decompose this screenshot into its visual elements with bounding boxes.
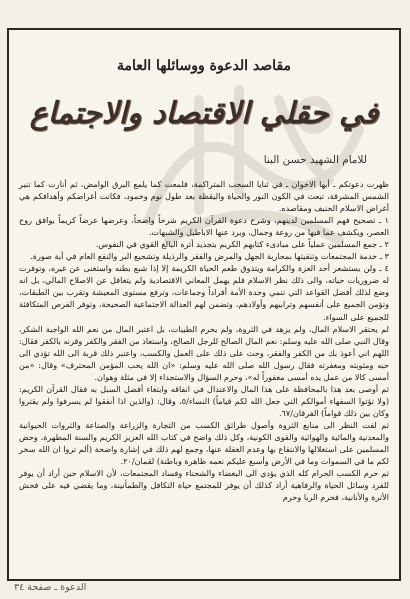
article-headline: في حقلي الاقتصاد والاجتماع [29,96,379,131]
article-body [19,178,389,545]
paragraph: لم يحتقر الاسلام المال، ولم يزهد في الثروة، ولم يحرم الطيبات، بل اعتبر المال من نعم الله الواجبة الشكر، وقال النبي صلى الله عليه وسلم: نعم المال الصالح للرجل الصالح، واستعاذ من الفقر والكفر وقرنه بالكفر فقال: اللهم اني أعوذ بك من الكفر والفقر، وحث على ذلك على العمل والكسب، واعتبر ذلك قربة الى الله تؤدي الى حبه ومثوبته ومغفرته فقال رسول الله صلى الله عليه وسلم: «ان الله يحب المؤمن المحترف» وقال: «من أمسى كالا من عمل يده أمسى مغفوراً له»، وحرم السؤال والاستجداء إلا في مثلة وهوان. [19,323,389,382]
paragraph: ٣ ـ خدمة المجتمعات وتنقيتها بمحاربة الجهل والمرض والفقر والرذيلة وتشجيع البر والنفع العام في أية صورة. [30,251,389,262]
author-byline: للامام الشهيد حسن البنا [263,154,367,166]
paragraph: ١ ـ تصحيح فهم المسلمين لدينهم، وشرح دعوة القرآن الكريم شرحاً واضحاً، وعرضها عرضاً كريماً يوافق روح العصر، ويكشف عما فيها من روعة وجمال، ويرد عنها الاباطيل والشبهات. [19,215,389,238]
paragraph: ثم لفت النظر الى منابع الثروة وأصول طرائق الكسب من التجارة والزراعة والصناعة والثروات الحيوانية والمعدنية والمائية والهوائية والقوى الكونية، وكل ذلك واضح في كتاب الله العزيز الكريم والسنة المطهرة، وحض المسلمين على استغلالها والانتفاع بها وعدم الغفلة عنها، وجمع لهم ذلك في إشارة واضحة (ألم تروا ان الله سخر لكم ما في السموات وما في الأرض وأسبغ عليكم نعمه ظاهرة وباطنة) لقمان/٢٠. [19,419,389,467]
page-footer: الدعوة ـ صفحة ٣٤ [14,582,87,593]
section-header: مقاصد الدعوة ووسائلها العامة [116,58,292,74]
paragraph: ثم حرم الكسب الحرام كله الذي يؤدي الى البغضاء والشحناء وفساد المجتمعات، لأن الاسلام حين أراد أن يوفر للفرد وسائل الحياة والرفاهية أراد كذلك أن يوفر للمجتمع حياة التكافل والطمأنينة، وما يقضي فيه على فحش الأثرة والأنانية، فحرم الربا وحرم [19,468,389,503]
article-frame [7,28,401,581]
paragraph: ٢ ـ جمع المسلمين عملياً على مبادىء كتابهم الكريم بتجديد أثره البالغ القوي في النفوس. [95,239,389,250]
paragraph: ثم أوصى بعد هذا بالمحافظة على هذا المال والاعتدال في انفاقه وابتغاء أفضل السبل به فقال القرآن الكريم: (ولا تؤتوا السفهاء أموالكم التي جعل الله لكم قياماً) النساء/٥، وقال: (والذين اذا أنفقوا لم يسرفوا ولم يقتروا وكان بين ذلك قواماً) الفرقان/٦٧. [19,383,389,418]
paragraph: ظهرت دعوتكم ـ أيها الاخوان ـ في ثنايا السحب المتراكمة، فلمعت كما يلمع البرق الوامض، ثم أنارت كما تنير الشمس المشرقة، تبعث في الكون النور والحياة واليقظة بعد طول نوم وخمود، فكانت أغراضكم وأهدافكم هي أغراض الاسلام الحنيف ومقاصده. [19,179,389,214]
paragraph: ٤ ـ ولن يستشعر أحد العزة والكرامة ويتذوق طعم الحياة الكريمة إلا إذا شبع بطنه واستغنى عن غيره، وتوفرت له ضروريات حياته، والى ذلك نظر الاسلام فلم يهمل المعاني الاقتصادية ولم يتغافل عن الاصلاح المالي، بل انه وضع لذلك أفضل القواعد التي تنمي وحدة الأمة أفراداً وجماعات، وترفع مستوى المعيشة وتقرب بين الطبقات، وتؤمن الجميع على أنفسهم وترابيهم وأولادهم، وتضمن لهم العدالة الاجتماعية الصحيحة، وتوفر الفرص المتكافئة للجميع على السواء. [19,263,389,322]
